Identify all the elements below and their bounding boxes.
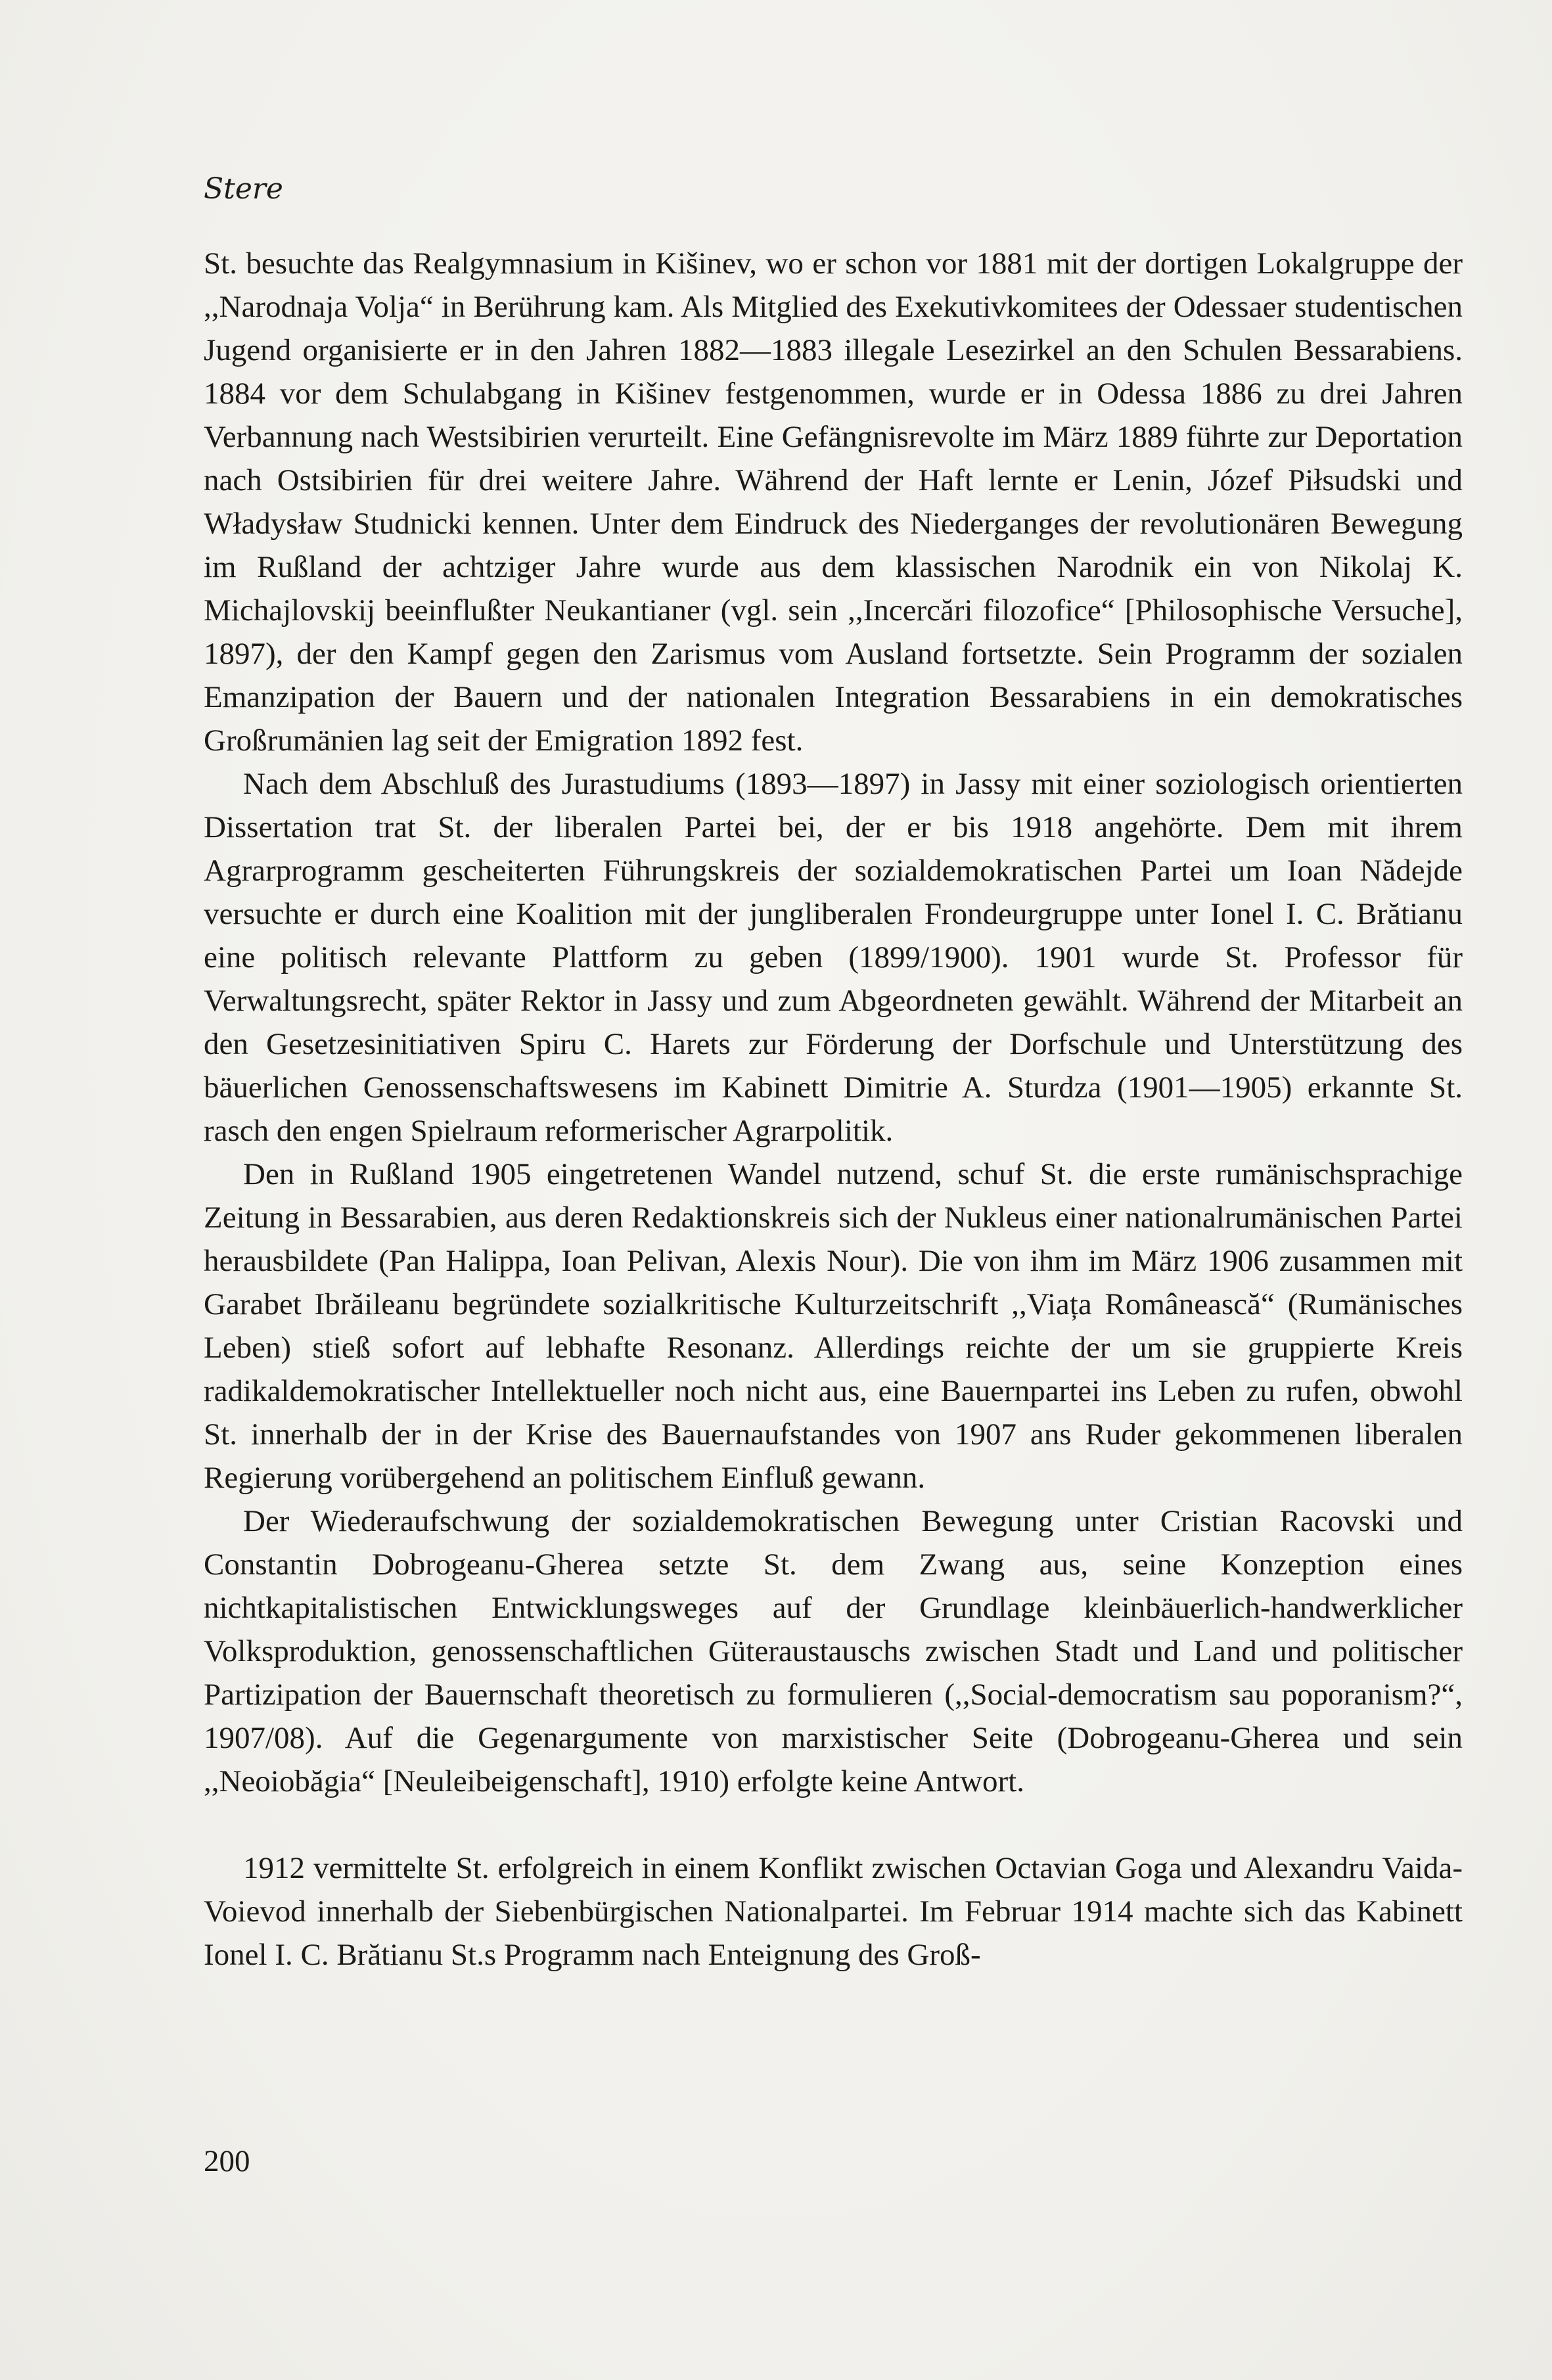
paragraph-1: St. besuchte das Realgymnasium in Kišinev, wo er schon vor 1881 mit der dortigen Lokalgruppe der ,,Narodnaja Volja“ in Berührung kam. Als Mitglied des Exekutivkomitees der Odessaer studentischen Jugend organisierte er in den Jahren 1882—1883 illegale Lesezirkel an den Schulen Bessarabiens. 1884 vor dem Schulabgang in Kišinev festgenommen, wurde er in Odessa 1886 zu drei Jahren Verbannung nach Westsibirien verurteilt. Eine Gefängnisrevolte im März 1889 führte zur Deportation nach Ostsibirien für drei weitere Jahre. Während der Haft lernte er Lenin, Józef Piłsudski und Władysław Studnicki kennen. Unter dem Eindruck des Niederganges der revolutionären Bewegung im Rußland der achtziger Jahre wurde aus dem klassischen Narodnik ein von Nikolaj K. Michajlovskij beeinflußter Neukantianer (vgl. sein ,,Incercări filozofice“ [Philosophische Versuche], 1897), der den Kampf gegen den Zarismus vom Ausland fortsetzte. Sein Programm der sozialen Emanzipation der Bauern und der nationalen Integration Bessarabiens in ein demokratisches Großrumänien lag seit der Emigration 1892 fest. — [204, 246, 1463, 758]
running-head: Stere — [204, 172, 283, 206]
body-text — [204, 242, 1463, 1977]
paragraph-5: 1912 vermittelte St. erfolgreich in einem Konflikt zwischen Octavian Goga und Alexandru Vaida-Voievod innerhalb der Siebenbürgischen Nationalpartei. Im Februar 1914 machte sich das Kabinett Ionel I. C. Brătianu St.s Programm nach Enteignung des Groß- — [204, 1851, 1463, 1972]
paragraph-3: Den in Rußland 1905 eingetretenen Wandel nutzend, schuf St. die erste rumänischsprachige Zeitung in Bessarabien, aus deren Redaktionskreis sich der Nukleus einer nationalrumänischen Partei herausbildete (Pan Halippa, Ioan Pelivan, Alexis Nour). Die von ihm im März 1906 zusammen mit Garabet Ibrăileanu begründete sozialkritische Kulturzeitschrift ,,Viața Românească“ (Rumänisches Leben) stieß sofort auf lebhafte Resonanz. Allerdings reichte der um sie gruppierte Kreis radikaldemokratischer Intellektueller noch nicht aus, eine Bauernpartei ins Leben zu rufen, obwohl St. innerhalb der in der Krise des Bauernaufstandes von 1907 ans Ruder gekommenen liberalen Regierung vorübergehend an politischem Einfluß gewann. — [204, 1157, 1463, 1495]
paragraph-4: Der Wiederaufschwung der sozialdemokratischen Bewegung unter Cristian Racovski und Constantin Dobrogeanu-Gherea setzte St. dem Zwang aus, seine Konzeption eines nichtkapitalistischen Entwicklungsweges auf der Grundlage kleinbäuerlich-handwerklicher Volksproduktion, genossenschaftlichen Güteraustauschs zwischen Stadt und Land und politischer Partizipation der Bauernschaft theoretisch zu formulieren (,,Social-democratism sau poporanism?“, 1907/08). Auf die Gegenargumente von marxistischer Seite (Dobrogeanu-Gherea und sein ,,Neoiobăgia“ [Neuleibeigenschaft], 1910) erfolgte keine Antwort. — [204, 1504, 1463, 1798]
page-number: 200 — [204, 2144, 250, 2178]
paragraph-2: Nach dem Abschluß des Jurastudiums (1893—1897) in Jassy mit einer soziologisch orientierten Dissertation trat St. der liberalen Partei bei, der er bis 1918 angehörte. Dem mit ihrem Agrarprogramm gescheiterten Führungskreis der sozialdemokratischen Partei um Ioan Nădejde versuchte er durch eine Koalition mit der jungliberalen Frondeurgruppe unter Ionel I. C. Brătianu eine politisch relevante Plattform zu geben (1899/1900). 1901 wurde St. Professor für Verwaltungsrecht, später Rektor in Jassy und zum Abgeordneten gewählt. Während der Mitarbeit an den Gesetzesinitiativen Spiru C. Harets zur Förderung der Dorfschule und Unterstützung des bäuerlichen Genossenschaftswesens im Kabinett Dimitrie A. Sturdza (1901—1905) erkannte St. rasch den engen Spielraum reformerischer Agrarpolitik. — [204, 767, 1463, 1148]
